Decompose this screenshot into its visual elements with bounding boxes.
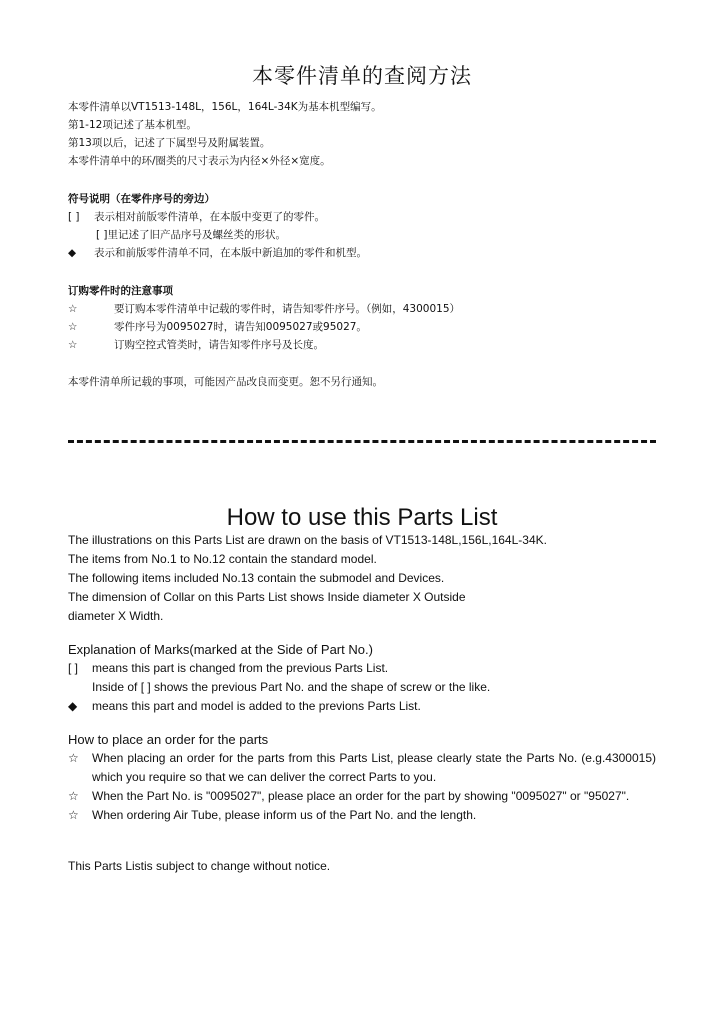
star-icon: ☆: [68, 808, 79, 822]
cn-marks-heading: 符号说明（在零件序号的旁边）: [68, 193, 215, 205]
star-icon: ☆: [68, 339, 78, 351]
en-mark1-row: [68, 659, 656, 678]
en-order-text-2: When the Part No. is "0095027", please place an order for the part by showing "0095027" or "95027".: [92, 789, 630, 803]
en-order-section: [68, 730, 656, 825]
en-intro-line-4: The dimension of Collar on this Parts List shows Inside diameter X Outside: [68, 590, 466, 604]
cn-order-heading: 订购零件时的注意事项: [68, 285, 173, 297]
en-order-item-2: [68, 787, 656, 806]
cn-marks-section: [68, 190, 668, 262]
cn-intro-line-1: 本零件清单以VT1513-148L，156L，164L-34K为基本机型编写。: [68, 101, 382, 113]
cn-intro-line-4: 本零件清单中的环/圈类的尺寸表示为内径×外径×宽度。: [68, 155, 331, 167]
cn-mark1-text: 表示相对前版零件清单，在本版中变更了的零件。: [94, 211, 325, 223]
cn-order-text-2: 零件序号为0095027时，请告知0095027或95027。: [114, 321, 367, 333]
cn-mark2-row: [68, 244, 668, 262]
section-divider: [68, 440, 656, 443]
en-order-text-1: When placing an order for the parts from this Parts List, please clearly state the Parts No. (e.g.4300015) which you require so that we can deliver the correct Parts to you.: [92, 751, 656, 784]
en-intro-line-1: The illustrations on this Parts List are drawn on the basis of VT1513-148L,156L,164L-34K.: [68, 533, 547, 547]
en-mark2-row: [68, 697, 656, 716]
en-intro-line-5: diameter X Width.: [68, 609, 164, 623]
cn-intro: [68, 98, 668, 170]
diamond-mark-icon: ◆: [68, 699, 78, 713]
en-marks-section: [68, 640, 656, 716]
en-mark1-sub: Inside of [ ] shows the previous Part No. and the shape of screw or the like.: [92, 680, 491, 694]
en-intro-line-2: The items from No.1 to No.12 contain the standard model.: [68, 552, 377, 566]
bracket-mark-icon: [ ]: [68, 661, 79, 675]
en-page-title: How to use this Parts List: [226, 503, 498, 531]
star-icon: ☆: [68, 789, 79, 803]
cn-order-item-3: [68, 336, 668, 354]
en-order-item-3: [68, 806, 656, 825]
cn-order-item-1: [68, 300, 668, 318]
cn-order-text-3: 订购空控式管类时，请告知零件序号及长度。: [114, 339, 324, 351]
cn-notice: 本零件清单所记载的事项，可能因产品改良而变更。恕不另行通知。: [68, 376, 383, 388]
en-notice: This Parts Listis subject to change without notice.: [68, 859, 331, 873]
cn-order-item-2: [68, 318, 668, 336]
cn-mark1-row: [68, 208, 668, 226]
star-icon: ☆: [68, 321, 78, 333]
en-intro: [68, 531, 656, 626]
cn-mark1-sub: [ ]里记述了旧产品序号及螺丝类的形状。: [96, 229, 287, 241]
cn-intro-line-3: 第13项以后，记述了下属型号及附属装置。: [68, 137, 271, 149]
en-marks-heading: Explanation of Marks(marked at the Side of Part No.): [68, 642, 373, 657]
en-order-text-3: When ordering Air Tube, please inform us of the Part No. and the length.: [92, 808, 477, 822]
cn-mark2-text: 表示和前版零件清单不同，在本版中新追加的零件和机型。: [94, 247, 367, 259]
bracket-mark-icon: [ ]: [68, 211, 80, 223]
diamond-mark-icon: ◆: [68, 247, 77, 259]
star-icon: ☆: [68, 751, 79, 765]
en-order-heading: How to place an order for the parts: [68, 732, 269, 747]
en-intro-line-3: The following items included No.13 contain the submodel and Devices.: [68, 571, 445, 585]
cn-intro-line-2: 第1-12项记述了基本机型。: [68, 119, 197, 131]
en-mark1-text: means this part is changed from the previous Parts List.: [92, 661, 389, 675]
cn-order-text-1: 要订购本零件清单中记载的零件时，请告知零件序号。（例如，4300015）: [114, 303, 461, 315]
star-icon: ☆: [68, 303, 78, 315]
en-order-item-1: [68, 749, 656, 787]
cn-order-section: [68, 282, 668, 354]
cn-page-title: 本零件清单的查阅方法: [252, 64, 472, 89]
en-mark2-text: means this part and model is added to the previons Parts List.: [92, 699, 421, 713]
